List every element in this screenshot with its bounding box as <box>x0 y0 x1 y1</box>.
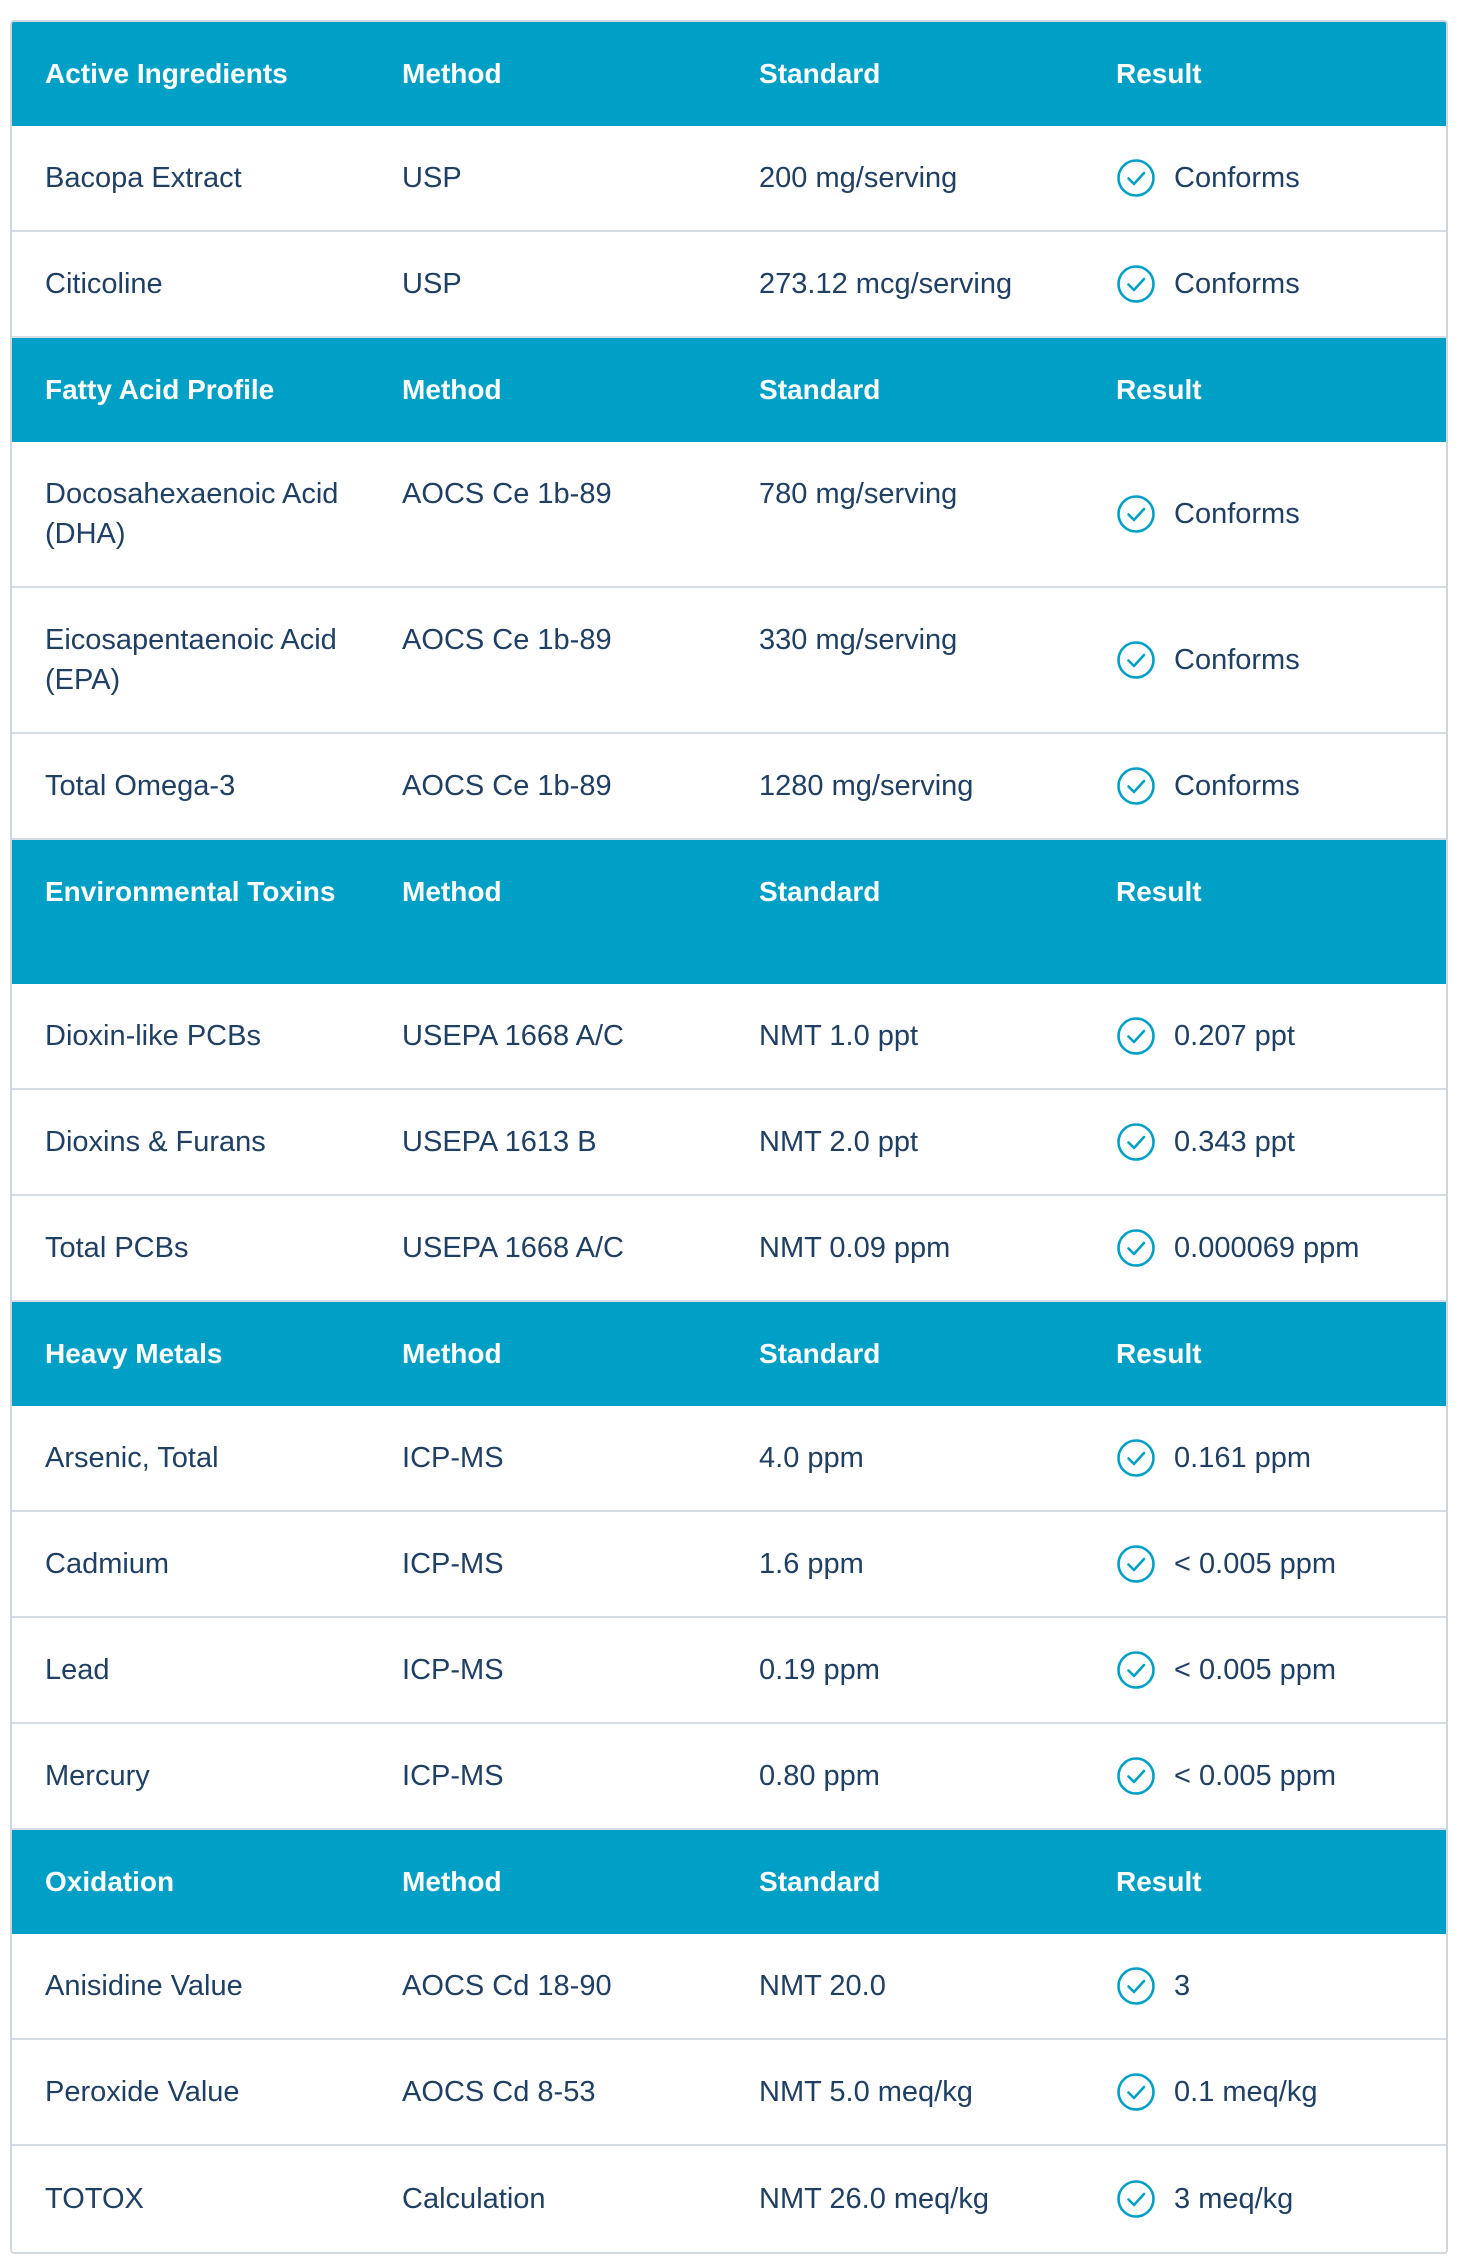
result-cell <box>1083 1406 1446 1510</box>
standard-column-header: Standard <box>759 1338 881 1369</box>
check-circle-icon <box>1116 1438 1156 1478</box>
table-row <box>12 2040 1446 2146</box>
section-title: Oxidation <box>45 1866 175 1897</box>
table-row <box>12 1090 1446 1196</box>
ingredient-name: Arsenic, Total <box>45 1442 219 1474</box>
section-header-fatty-acid-profile <box>12 338 1446 442</box>
standard-value: NMT 1.0 ppt <box>759 1020 919 1052</box>
result-cell <box>1083 1724 1446 1828</box>
method-value: AOCS Ce 1b-89 <box>402 770 612 802</box>
result-value: 0.343 ppt <box>1174 1126 1295 1158</box>
method-column-header: Method <box>402 876 502 907</box>
result-value: < 0.005 ppm <box>1174 1760 1337 1792</box>
method-value: AOCS Ce 1b-89 <box>402 624 612 656</box>
ingredient-name: Lead <box>45 1654 110 1686</box>
table-row <box>12 1618 1446 1724</box>
ingredient-name: Bacopa Extract <box>45 162 242 194</box>
method-column-header: Method <box>402 1866 502 1897</box>
section-title: Heavy Metals <box>45 1338 223 1369</box>
method-value: USEPA 1668 A/C <box>402 1232 624 1264</box>
section-title: Fatty Acid Profile <box>45 374 275 405</box>
ingredient-name: Peroxide Value <box>45 2076 240 2108</box>
method-value: ICP-MS <box>402 1760 504 1792</box>
table-row <box>12 588 1446 734</box>
ingredient-name: Total Omega-3 <box>45 770 236 802</box>
result-column-header: Result <box>1116 876 1202 907</box>
table-row <box>12 734 1446 840</box>
section-header-oxidation <box>12 1830 1446 1934</box>
standard-value: NMT 5.0 meq/kg <box>759 2076 973 2108</box>
result-cell <box>1083 442 1446 586</box>
standard-value: NMT 2.0 ppt <box>759 1126 919 1158</box>
check-circle-icon <box>1116 2179 1156 2219</box>
result-value: Conforms <box>1174 162 1300 194</box>
ingredient-name: Dioxins & Furans <box>45 1126 266 1158</box>
ingredient-name: Cadmium <box>45 1548 170 1580</box>
method-value: USP <box>402 268 462 300</box>
result-value: Conforms <box>1174 644 1300 676</box>
standard-column-header: Standard <box>759 58 881 89</box>
check-circle-icon <box>1116 1544 1156 1584</box>
check-circle-icon <box>1116 2072 1156 2112</box>
method-value: USEPA 1668 A/C <box>402 1020 624 1052</box>
table-row <box>12 126 1446 232</box>
test-results-table <box>10 20 1448 2254</box>
ingredient-name: Mercury <box>45 1760 150 1792</box>
standard-value: NMT 0.09 ppm <box>759 1232 951 1264</box>
check-circle-icon <box>1116 640 1156 680</box>
result-value: < 0.005 ppm <box>1174 1548 1337 1580</box>
standard-value: 1.6 ppm <box>759 1548 864 1580</box>
method-value: USEPA 1613 B <box>402 1126 597 1158</box>
standard-value: 200 mg/serving <box>759 162 958 194</box>
section-header-environmental-toxins <box>12 840 1446 984</box>
table-row <box>12 1196 1446 1302</box>
table-row <box>12 1512 1446 1618</box>
result-value: 0.000069 ppm <box>1174 1232 1360 1264</box>
standard-value: 780 mg/serving <box>759 478 958 510</box>
result-cell <box>1083 2040 1446 2144</box>
method-value: Calculation <box>402 2183 546 2215</box>
method-value: AOCS Ce 1b-89 <box>402 478 612 510</box>
result-column-header: Result <box>1116 1866 1202 1897</box>
section-title: Active Ingredients <box>45 58 288 89</box>
check-circle-icon <box>1116 1228 1156 1268</box>
check-circle-icon <box>1116 1650 1156 1690</box>
standard-column-header: Standard <box>759 876 881 907</box>
method-value: ICP-MS <box>402 1548 504 1580</box>
result-column-header: Result <box>1116 58 1202 89</box>
standard-value: 273.12 mcg/serving <box>759 268 1013 300</box>
result-cell <box>1083 734 1446 838</box>
method-value: AOCS Cd 8-53 <box>402 2076 596 2108</box>
table-row <box>12 1934 1446 2040</box>
method-value: ICP-MS <box>402 1442 504 1474</box>
ingredient-name: Docosahexaenoic Acid (DHA) <box>45 478 339 550</box>
ingredient-name: Anisidine Value <box>45 1970 243 2002</box>
method-column-header: Method <box>402 58 502 89</box>
standard-value: 4.0 ppm <box>759 1442 864 1474</box>
ingredient-name: Total PCBs <box>45 1232 189 1264</box>
check-circle-icon <box>1116 1122 1156 1162</box>
method-value: AOCS Cd 18-90 <box>402 1970 612 2002</box>
result-column-header: Result <box>1116 1338 1202 1369</box>
standard-value: NMT 26.0 meq/kg <box>759 2183 989 2215</box>
result-column-header: Result <box>1116 374 1202 405</box>
result-cell <box>1083 588 1446 732</box>
standard-value: 330 mg/serving <box>759 624 958 656</box>
table-row <box>12 1406 1446 1512</box>
check-circle-icon <box>1116 1016 1156 1056</box>
method-value: ICP-MS <box>402 1654 504 1686</box>
result-value: Conforms <box>1174 268 1300 300</box>
result-cell <box>1083 1090 1446 1194</box>
standard-column-header: Standard <box>759 1866 881 1897</box>
result-value: 3 <box>1174 1970 1191 2002</box>
table-row <box>12 1724 1446 1830</box>
check-circle-icon <box>1116 1966 1156 2006</box>
check-circle-icon <box>1116 1756 1156 1796</box>
check-circle-icon <box>1116 264 1156 304</box>
result-cell <box>1083 1512 1446 1616</box>
result-cell <box>1083 1934 1446 2038</box>
result-value: Conforms <box>1174 770 1300 802</box>
section-title: Environmental Toxins <box>45 876 336 907</box>
table-row <box>12 2146 1446 2252</box>
standard-value: NMT 20.0 <box>759 1970 886 2002</box>
result-cell <box>1083 2146 1446 2252</box>
method-value: USP <box>402 162 462 194</box>
standard-value: 1280 mg/serving <box>759 770 974 802</box>
result-value: 3 meq/kg <box>1174 2183 1294 2215</box>
ingredient-name: Dioxin-like PCBs <box>45 1020 261 1052</box>
ingredient-name: Eicosapentaenoic Acid (EPA) <box>45 624 337 696</box>
result-cell <box>1083 1618 1446 1722</box>
check-circle-icon <box>1116 494 1156 534</box>
ingredient-name: TOTOX <box>45 2183 144 2215</box>
table-row <box>12 984 1446 1090</box>
result-cell <box>1083 1196 1446 1300</box>
ingredient-name: Citicoline <box>45 268 163 300</box>
method-column-header: Method <box>402 1338 502 1369</box>
section-header-active-ingredients <box>12 22 1446 126</box>
standard-value: 0.19 ppm <box>759 1654 880 1686</box>
result-value: 0.207 ppt <box>1174 1020 1295 1052</box>
check-circle-icon <box>1116 766 1156 806</box>
check-circle-icon <box>1116 158 1156 198</box>
result-cell <box>1083 984 1446 1088</box>
standard-column-header: Standard <box>759 374 881 405</box>
result-cell <box>1083 126 1446 230</box>
result-value: < 0.005 ppm <box>1174 1654 1337 1686</box>
method-column-header: Method <box>402 374 502 405</box>
result-value: Conforms <box>1174 498 1300 530</box>
table-row <box>12 442 1446 588</box>
result-value: 0.161 ppm <box>1174 1442 1312 1474</box>
standard-value: 0.80 ppm <box>759 1760 880 1792</box>
section-header-heavy-metals <box>12 1302 1446 1406</box>
result-value: 0.1 meq/kg <box>1174 2076 1318 2108</box>
table-row <box>12 232 1446 338</box>
result-cell <box>1083 232 1446 336</box>
